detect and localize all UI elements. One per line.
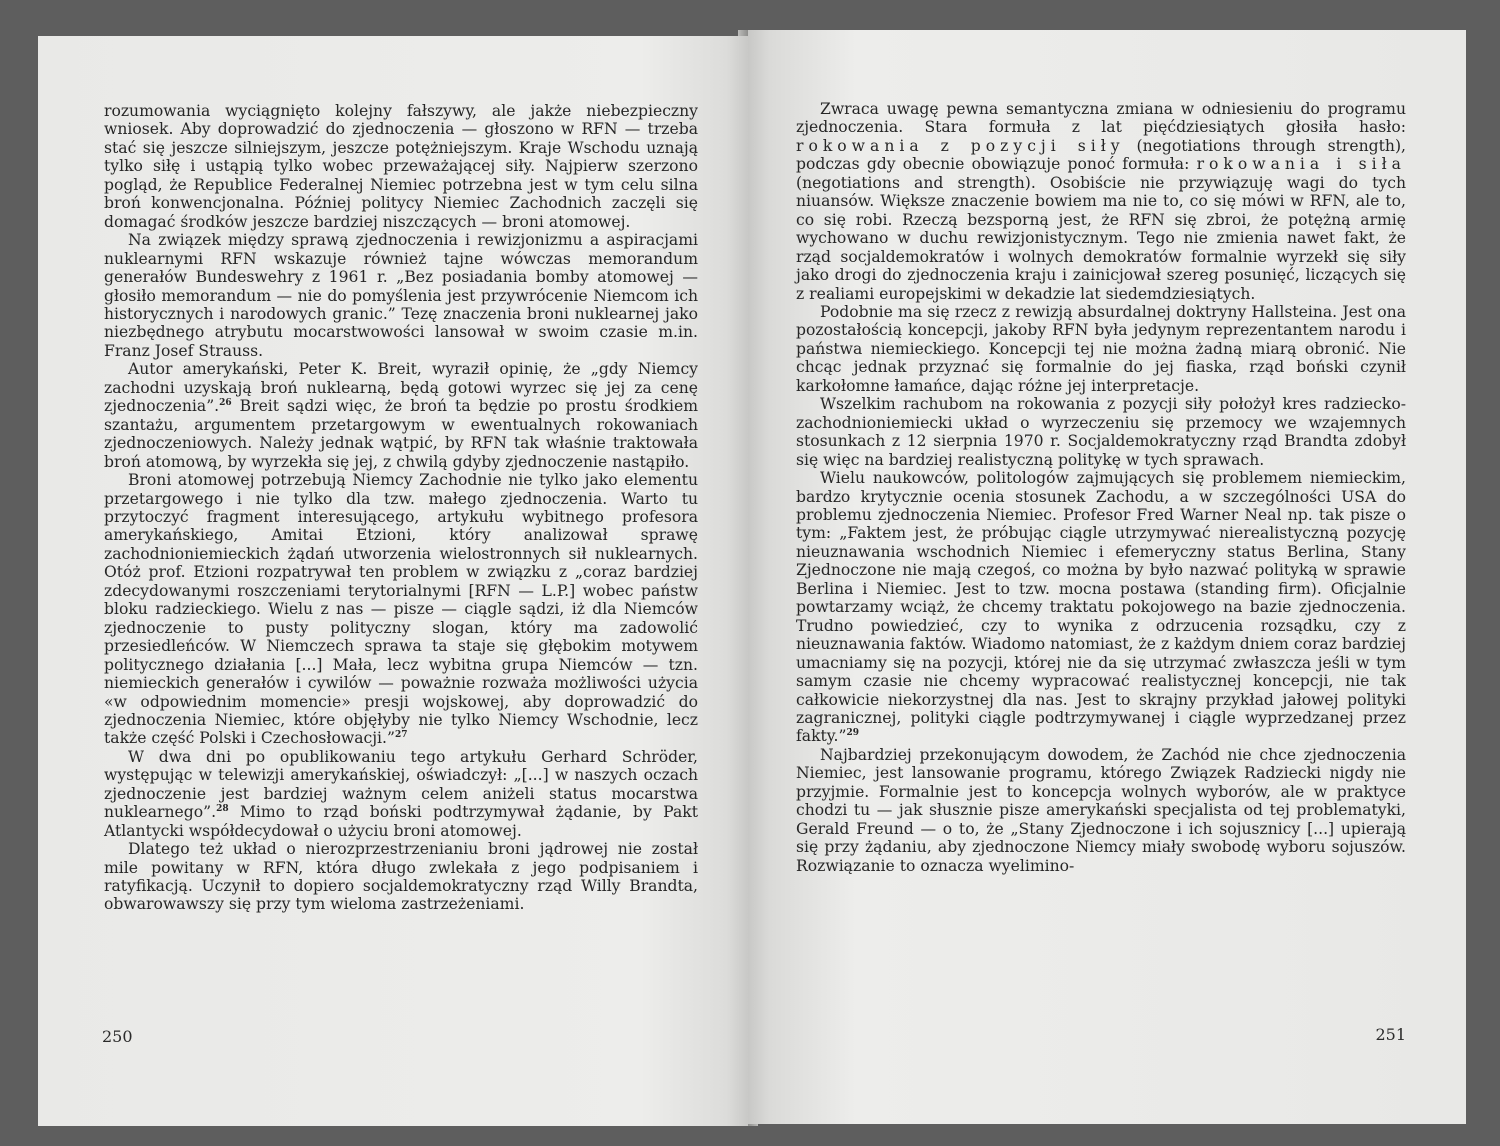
paragraph-text: Mimo to rząd boński podtrzymywał żądanie, by Pakt Atlantycki współdecydował o użyciu broni atomowej. bbox=[104, 803, 698, 840]
paragraph-text: (negotiations and strength). Osobiście nie przywiązuję wagi do tych niuansów. Większe znaczenie bowiem ma nie to, co się mówi w RFN, ale to, co się robi. Rzeczą bezsporną jest, że RFN się zbroi, że potężną armię wychowano w duchu rewizjonistycznym. Tego nie zmienia nawet fakt, że rząd socjaldemokratów i wolnych demokratów formalnie wyrzekł się siły jako drogi do zjednoczenia kraju i zainicjował szereg posunięć, liczących się z realiami europejskimi w dekadzie lat siedemdziesiątych. bbox=[796, 173, 1406, 303]
footnote-ref: 28 bbox=[216, 804, 229, 815]
spaced-phrase: rokowania i siła bbox=[1196, 155, 1406, 174]
spaced-phrase: rokowania z pozycji siły bbox=[796, 136, 1125, 155]
paragraph: Podobnie ma się rzecz z rewizją absurdalnej doktryny Hallsteina. Jest ona pozostałością koncepcji, jakoby RFN była jedynym reprezentantem narodu i państwa niemieckiego. Koncepcji tej nie można żadną miarą obronić. Nie chcąc jednak przyznać się formalnie do jej fiaska, rząd boński czynił karkołomne łamańce, dając różne jej interpretacje. bbox=[796, 302, 1406, 395]
footnote-ref: 27 bbox=[394, 730, 408, 741]
paragraph bbox=[104, 748, 698, 840]
paragraph-text: Breit sądzi więc, że broń ta będzie po prostu środkiem szantażu, argumentem przetargowym w ewentualnych rokowaniach zjednoczeniowych. Należy jednak wątpić, by RFN tak właśnie traktowała broń atomową, by wyrzekła się jej, z chwilą gdyby zjednoczenie nastąpiło. bbox=[104, 397, 698, 471]
paragraph-text: Zwraca uwagę pewna semantyczna zmiana w odniesieniu do programu zjednoczenia. Stara formuła z lat pięćdziesiątych głosiła hasło: bbox=[796, 100, 1406, 137]
paragraph bbox=[104, 471, 698, 748]
right-page-text bbox=[796, 100, 1406, 875]
paragraph bbox=[104, 360, 698, 471]
page-number: 251 bbox=[1375, 1025, 1406, 1044]
left-page bbox=[38, 36, 748, 1126]
paragraph: Na związek między sprawą zjednoczenia i rewizjonizmu a aspiracjami nuklearnymi RFN wskazuje również tajne wówczas memorandum generałów Bundeswehry z 1961 r. „Bez posiadania bomby atomowej — głosiło memorandum — nie do pomyślenia jest przywrócenie Niemcom ich historycznych i narodowych granic.” Tezę znaczenia broni nuklearnej jako niezbędnego atrybutu mocarstwowości lansował w swoim czasie m.in. Franz Josef Strauss. bbox=[104, 231, 698, 360]
left-page-text bbox=[104, 102, 698, 914]
right-page bbox=[748, 30, 1466, 1124]
paragraph-text: Wielu naukowców, politologów zajmujących się problemem niemieckim, bardzo krytycznie ocenia stosunek Zachodu, a w szczególności USA do problemu zjednoczenia Niemiec. Profesor Fred Warner Neal np. tak pisze o tym: „Faktem jest, że próbując ciągle utrzymywać nierealistyczną pozycję nieuznawania wschodnich Niemiec i efemeryczny status Berlina, Stany Zjednoczone nie mają czegoś, co można by było nazwać polityką w sprawie Berlina i Niemiec. Jest to tzw. mocna postawa (standing firm). Oficjalnie powtarzamy wciąż, że chcemy traktatu pokojowego na bazie zjednoczenia. Trudno powiedzieć, czy to wynika z odrzucenia rozsądku, czy z nieuznawania faktów. Wiadomo natomiast, że z każdym dniem coraz bardziej umacniamy się na pozycji, której nie da się utrzymać zwłaszcza jeśli w tym samym czasie nie chcemy wypracować realistycznej koncepcji, nie tak całkowicie niekorzystnej dla nas. Jest to skrajny przykład jałowej polityki zagranicznej, polityki ciągle podtrzymywanej i ciągle wyprzedzanej przez fakty.” bbox=[796, 469, 1406, 746]
footnote-ref: 26 bbox=[219, 398, 232, 409]
page-number: 250 bbox=[102, 1027, 133, 1046]
paragraph: Najbardziej przekonującym dowodem, że Zachód nie chce zjednoczenia Niemiec, jest lansowanie programu, którego Związek Radziecki nigdy nie przyjmie. Formalnie jest to koncepcja wolnych wyborów, ale w praktyce chodzi tu — jak słusznie pisze amerykański specjalista od tej problematyki, Gerald Freund — o to, że „Stany Zjednoczone i ich sojusznicy [...] upierają się przy żądaniu, aby zjednoczone Niemcy miały swobodę wyboru sojuszów. Rozwiązanie to oznacza wyelimino- bbox=[796, 745, 1406, 875]
footnote-ref: 29 bbox=[846, 728, 859, 739]
paragraph bbox=[796, 469, 1406, 746]
paragraph-text: (negotiations through strength), podczas gdy obecnie obowiązuje ponoć formuła: bbox=[796, 136, 1406, 174]
paragraph bbox=[796, 100, 1406, 303]
paragraph: Dlatego też układ o nierozprzestrzenianiu broni jądrowej nie został mile powitany w RFN, która długo zwlekała z jego podpisaniem i ratyfikacją. Uczynił to dopiero socjaldemokratyczny rząd Willy Brandta, obwarowawszy się przy tym wieloma zastrzeżeniami. bbox=[104, 840, 698, 914]
paragraph-text: W dwa dni po opublikowaniu tego artykułu Gerhard Schröder, występując w telewizji amerykańskiej, oświadczył: „[...] w naszych oczach zjednoczenie jest bardziej ważnym celem aniżeli status mocarstwa nuklearnego”. bbox=[104, 747, 698, 822]
paragraph: rozumowania wyciągnięto kolejny fałszywy, ale jakże niebezpieczny wniosek. Aby doprowadzić do zjednoczenia — głoszono w RFN — trzeba stać się jeszcze silniejszym, jeszcze potężniejszym. Kraje Wschodu uznają tylko siłę i ustąpią tylko wobec przeważającej siły. Najpierw szerzono pogląd, że Republice Federalnej Niemiec potrzebna jest w tym celu silna broń konwencjonalna. Później politycy Niemiec Zachodnich zaczęli się domagać środków jeszcze bardziej niszczących — broni atomowej. bbox=[104, 102, 698, 231]
paragraph-text: Broni atomowej potrzebują Niemcy Zachodnie nie tylko jako elementu przetargowego i nie tylko dla tzw. małego zjednoczenia. Warto tu przytoczyć fragment interesującego, artykułu wybitnego profesora amerykańskiego, Amitai Etzioni, który analizował sprawę zachodnioniemieckich żądań utworzenia wielostronnych sił nuklearnych. Otóż prof. Etzioni rozpatrywał ten problem w związku z „coraz bardziej zdecydowanymi roszczeniami terytorialnymi [RFN — L.P.] wobec państw bloku radzieckiego. Wielu z nas — pisze — ciągle sądzi, iż dla Niemców zjednoczenie to pusty polityczny slogan, który ma zadowolić przesiedleńców. W Niemczech sprawa ta staje się głębokim motywem politycznego działania [...] Mała, lecz wybitna grupa Niemców — tzn. niemieckich generałów i cywilów — poważnie rozważa możliwości użycia «w odpowiednim momencie» presji wojskowej, aby doprowadzić do zjednoczenia Niemiec, które objęłyby nie tylko Niemcy Wschodnie, lecz także część Polski i Czechosłowacji.” bbox=[104, 471, 698, 748]
paragraph-text: Autor amerykański, Peter K. Breit, wyraził opinię, że „gdy Niemcy zachodni uzyskają broń nuklearną, będą gotowi wyrzec się jej za cenę zjednoczenia”. bbox=[104, 360, 698, 416]
paragraph: Wszelkim rachubom na rokowania z pozycji siły położył kres radziecko-zachodnioniemiecki układ o wyrzeczeniu się przemocy we wzajemnych stosunkach z 12 sierpnia 1970 r. Socjaldemokratyczny rząd Brandta zdobył się więc na bardziej realistyczną politykę w tych sprawach. bbox=[796, 395, 1406, 469]
